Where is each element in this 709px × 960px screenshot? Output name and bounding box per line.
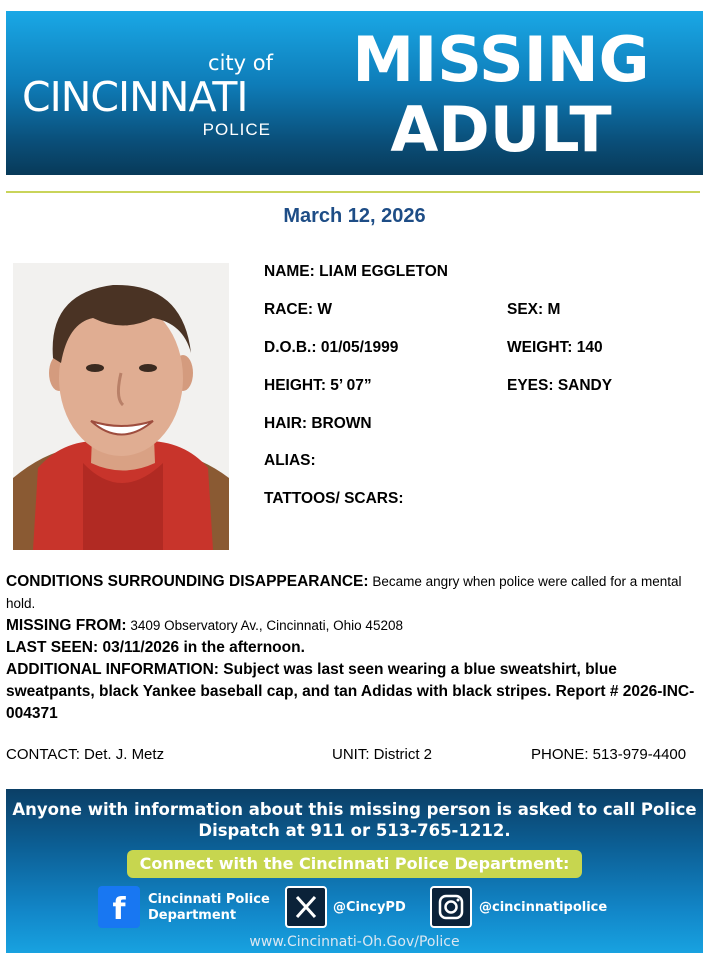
logo-cityof: city of xyxy=(208,51,273,75)
connect-banner: Connect with the Cincinnati Police Department: xyxy=(127,850,582,878)
footer-banner xyxy=(6,789,703,953)
logo-police: POLICE xyxy=(202,120,271,139)
field-sex: SEX: M xyxy=(507,301,561,318)
field-eyes: EYES: SANDY xyxy=(507,377,613,394)
field-alias: ALIAS: xyxy=(264,452,316,469)
poster-title xyxy=(336,25,666,165)
message-line-1: Anyone with information about this missing person is asked to call Police xyxy=(12,800,697,819)
missing-from-label: MISSING FROM: xyxy=(6,617,127,634)
field-name: NAME: LIAM EGGLETON xyxy=(264,263,448,280)
contact-phone: PHONE: 513-979-4400 xyxy=(531,746,687,763)
last-seen: LAST SEEN: 03/11/2026 in the afternoon. xyxy=(6,639,305,656)
title-line-1: MISSING xyxy=(352,23,650,96)
portrait-illustration xyxy=(13,263,229,550)
poster-date: March 12, 2026 xyxy=(283,205,426,227)
x-handle[interactable]: @CincyPD xyxy=(333,900,406,915)
facebook-icon[interactable] xyxy=(98,886,140,928)
message-line-2: Dispatch at 911 or 513-765-1212. xyxy=(198,821,511,840)
case-details xyxy=(6,571,703,725)
divider-line xyxy=(6,191,700,193)
missing-person-photo xyxy=(13,263,229,550)
contact-unit: UNIT: District 2 xyxy=(332,746,433,763)
instagram-icon[interactable] xyxy=(430,886,472,928)
svg-text:f: f xyxy=(112,892,126,927)
missing-from-paragraph xyxy=(6,615,703,637)
conditions-label: CONDITIONS SURROUNDING DISAPPEARANCE: xyxy=(6,573,369,590)
additional-information: ADDITIONAL INFORMATION: Subject was last seen wearing a blue sweatshirt, blue sweatpants, black Yankee baseball cap, and tan Adidas with black stripes. Report # 2026-INC-004371 xyxy=(6,661,695,722)
call-police-message xyxy=(6,799,703,841)
field-weight: WEIGHT: 140 xyxy=(507,339,603,356)
cincinnati-police-logo xyxy=(22,51,277,151)
field-hair: HAIR: BROWN xyxy=(264,415,372,432)
title-line-2: ADULT xyxy=(390,93,612,166)
missing-from-text: 3409 Observatory Av., Cincinnati, Ohio 45208 xyxy=(126,618,403,633)
facebook-line-2: Department xyxy=(148,908,237,923)
conditions-paragraph xyxy=(6,571,703,615)
website-url[interactable]: www.Cincinnati-Oh.Gov/Police xyxy=(249,934,460,950)
field-height: HEIGHT: 5’ 07” xyxy=(264,377,372,394)
x-icon[interactable] xyxy=(285,886,327,928)
field-tattoos: TATTOOS/ SCARS: xyxy=(264,490,404,507)
facebook-line-1: Cincinnati Police xyxy=(148,892,270,907)
instagram-handle[interactable]: @cincinnatipolice xyxy=(479,900,608,915)
facebook-link[interactable] xyxy=(148,892,270,924)
field-dob: D.O.B.: 01/05/1999 xyxy=(264,339,399,356)
contact-detective: CONTACT: Det. J. Metz xyxy=(6,746,165,763)
conditions-text: Became angry when police were called for a mental hold. xyxy=(6,574,682,611)
field-race: RACE: W xyxy=(264,301,333,318)
logo-city: CINCINNATI xyxy=(22,73,248,121)
header-banner xyxy=(6,11,703,175)
